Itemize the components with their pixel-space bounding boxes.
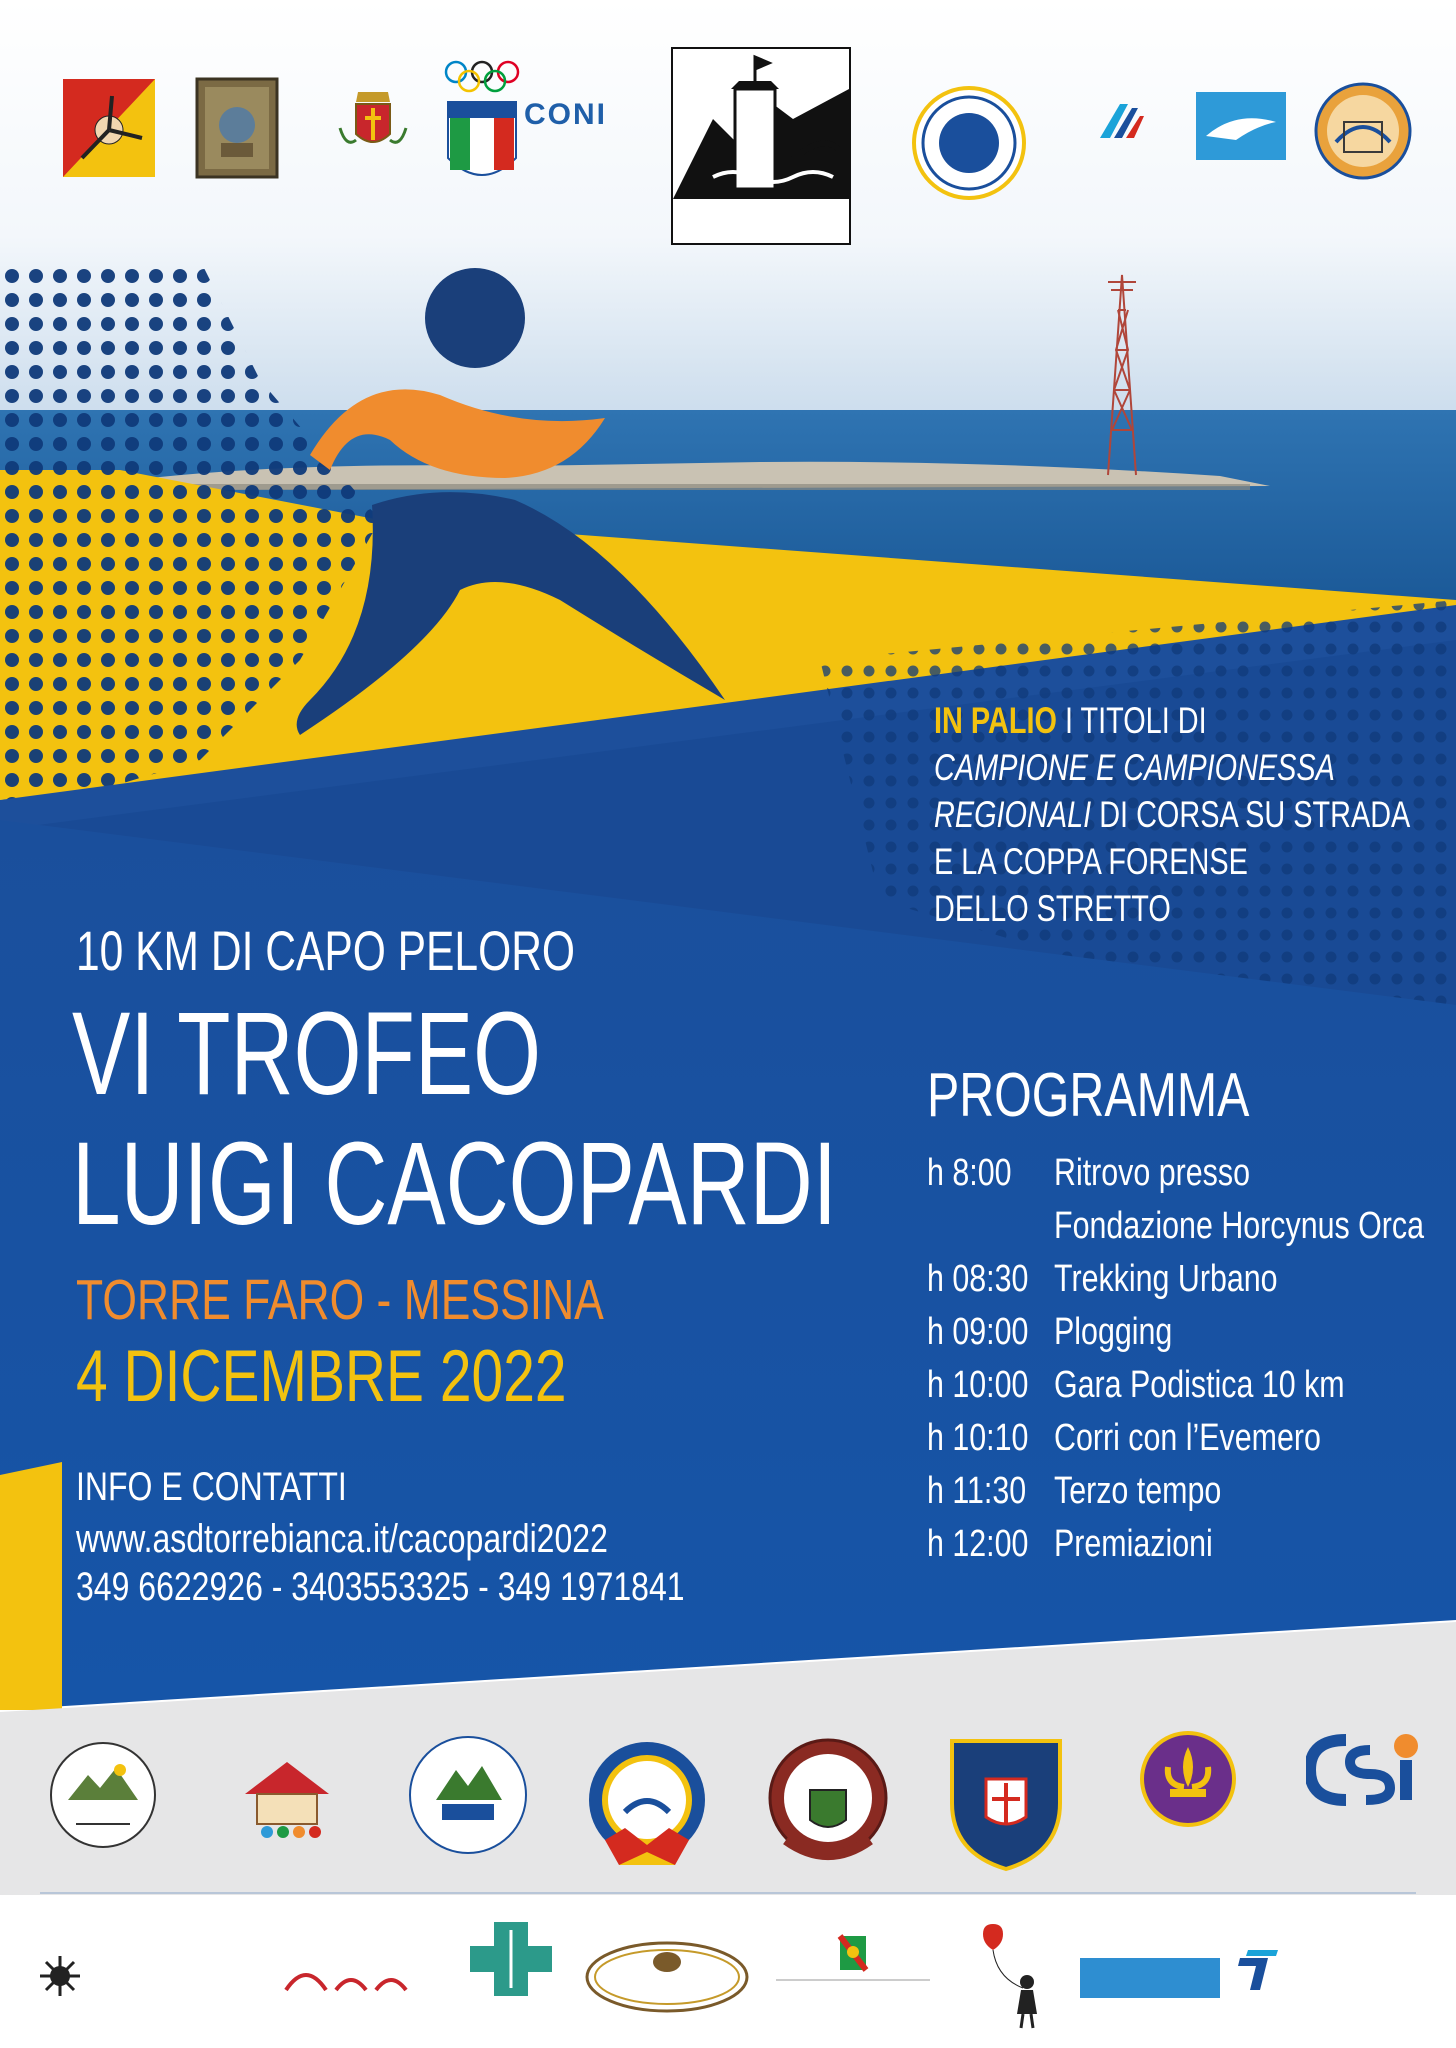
- event-title-line1: VI TROFEO: [72, 988, 542, 1120]
- logo-comune-messina: [318, 78, 428, 198]
- in-palio-line3: DI CORSA SU STRADA: [1091, 794, 1411, 835]
- logo-vespa-club[interactable]: [585, 1730, 710, 1875]
- programma-time: h 10:10: [927, 1417, 1029, 1459]
- decathlon-icon: [1080, 1958, 1220, 1998]
- logo-regione-sicilia: [62, 78, 156, 218]
- spedamar-icon: [38, 1954, 82, 1998]
- programma-activity: Fondazione Horcynus Orca: [1054, 1205, 1425, 1247]
- logo-istituto-comprensivo[interactable]: [215, 1732, 360, 1857]
- winery-icon: [768, 1932, 938, 1984]
- in-palio-line5: DELLO STRETTO: [934, 888, 1171, 929]
- logo-csen[interactable]: [912, 86, 1027, 201]
- logo-csi[interactable]: [1306, 1730, 1426, 1870]
- logo-horcynus-orca[interactable]: [1196, 92, 1286, 177]
- in-palio-block: [934, 697, 1410, 932]
- in-palio-line2: CAMPIONE E CAMPIONESSA: [934, 747, 1335, 788]
- programma-time: h 11:30: [927, 1470, 1027, 1512]
- logo-farmacia-del-viale[interactable]: [456, 1918, 566, 2033]
- logo-tenuta-rasocolmo[interactable]: [768, 1932, 938, 2022]
- fleur-de-lis-icon: [1138, 1727, 1238, 1837]
- in-palio-highlight: IN PALIO: [934, 700, 1057, 741]
- coni-title: CONI: [524, 98, 607, 131]
- coffee-icon: [585, 1940, 750, 2014]
- event-subtitle: 10 KM DI CAPO PELORO: [76, 919, 576, 982]
- programma-time: h 8:00: [927, 1152, 1012, 1194]
- logo-decathlon[interactable]: [1080, 1958, 1220, 2010]
- programma-activity: Premiazioni: [1054, 1523, 1213, 1565]
- in-palio-line1: I TITOLI DI: [1056, 700, 1207, 741]
- tricenter-icon: [1238, 1944, 1428, 1994]
- programma-activity: Gara Podistica 10 km: [1054, 1364, 1345, 1406]
- logo-ordine-avvocati: [195, 77, 279, 197]
- logo-gruppo-escursionistico[interactable]: [48, 1740, 158, 1850]
- logo-tricenter[interactable]: [1238, 1944, 1428, 2024]
- vespa-badge-icon: [585, 1730, 710, 1875]
- logo-arena[interactable]: [276, 1950, 426, 2012]
- logo-miscela-doro[interactable]: [585, 1940, 750, 2014]
- tower-icon: [673, 49, 849, 199]
- shield-badge-icon: [946, 1733, 1066, 1873]
- school-house-icon: [215, 1732, 360, 1857]
- programma-time: h 10:00: [927, 1364, 1029, 1406]
- in-palio-line4: E LA COPPA FORENSE: [934, 841, 1248, 882]
- info-website-link[interactable]: www.asdtorrebianca.it/cacopardi2022: [76, 1517, 608, 1561]
- logo-brioscia[interactable]: [967, 1918, 1057, 2033]
- logo-asd-torrebianca[interactable]: [671, 47, 851, 245]
- crest-icon: [318, 78, 428, 160]
- programma-heading: PROGRAMMA: [927, 1061, 1250, 1130]
- programma-activity: Plogging: [1054, 1311, 1173, 1353]
- mountain-hikers-icon: [48, 1740, 158, 1850]
- programma-time: h 09:00: [927, 1311, 1029, 1353]
- event-date: 4 DICEMBRE 2022: [76, 1336, 567, 1417]
- event-location: TORRE FARO - MESSINA: [76, 1268, 604, 1332]
- logo-accir[interactable]: [946, 1733, 1066, 1873]
- logo-vi-municipalita[interactable]: [1314, 82, 1412, 212]
- programma-activity: Trekking Urbano: [1054, 1258, 1278, 1300]
- in-palio-line3-italic: REGIONALI: [934, 794, 1092, 835]
- logo-fidal[interactable]: [1050, 98, 1185, 178]
- coat-of-arms-icon: [195, 77, 279, 179]
- balloon-girl-icon: [967, 1918, 1057, 2033]
- mountain-badge-icon: [406, 1730, 530, 1860]
- info-heading: INFO E CONTATTI: [76, 1465, 347, 1509]
- logo-spedamar[interactable]: [38, 1952, 248, 2008]
- programma-activity: Terzo tempo: [1054, 1470, 1222, 1512]
- logo-asd-arb[interactable]: [406, 1730, 530, 1860]
- event-title-line2: LUIGI CACOPARDI: [72, 1118, 837, 1250]
- csi-logo-icon: [1306, 1730, 1426, 1810]
- programma-time: h 12:00: [927, 1523, 1029, 1565]
- crest-badge-icon: [766, 1730, 891, 1875]
- logo-coni[interactable]: [442, 58, 522, 193]
- programma-time: h 08:30: [927, 1258, 1029, 1300]
- programma-activity: Corri con l’Evemero: [1054, 1417, 1321, 1459]
- logo-club-crest[interactable]: [766, 1730, 891, 1875]
- programma-activity: Ritrovo presso: [1054, 1152, 1250, 1194]
- fidal-icon: [1050, 98, 1185, 144]
- olympic-rings-icon: [442, 58, 522, 193]
- arena-icon: [276, 1950, 426, 2012]
- info-phones[interactable]: 349 6622926 - 3403553325 - 349 1971841: [76, 1565, 685, 1609]
- logo-agesci[interactable]: [1138, 1727, 1238, 1867]
- horcynus-icon: [1196, 92, 1286, 160]
- csen-badge-icon: [912, 86, 1027, 201]
- municipality-icon: [1314, 82, 1412, 180]
- pharmacy-cross-icon: [456, 1918, 566, 1998]
- trinacria-icon: [62, 78, 156, 178]
